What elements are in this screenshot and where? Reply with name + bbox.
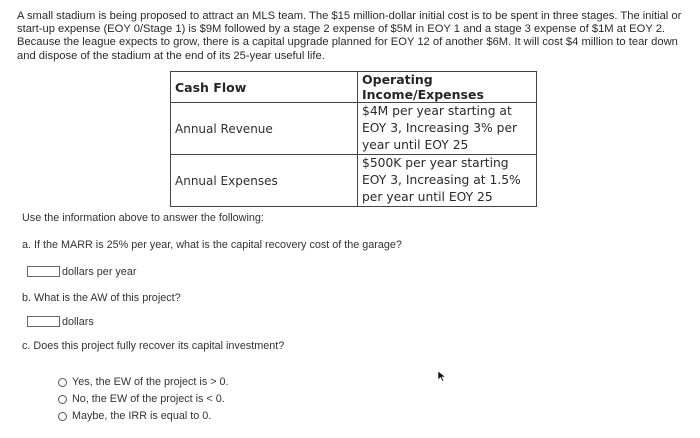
answer-a-row <box>27 265 136 278</box>
header-operating-income: Operating Income/Expenses <box>358 72 537 103</box>
radio-button[interactable] <box>58 395 67 404</box>
row-label-annual-revenue: Annual Revenue <box>171 103 358 155</box>
radio-button[interactable] <box>58 378 67 387</box>
answer-b-row <box>27 315 94 328</box>
instructions: Use the information above to answer the following: <box>22 212 264 224</box>
header-cash-flow: Cash Flow <box>171 72 358 103</box>
answer-b-input[interactable] <box>27 316 60 327</box>
option-label: No, the EW of the project is < 0. <box>72 393 225 405</box>
row-label-annual-expenses: Annual Expenses <box>171 155 358 207</box>
radio-button[interactable] <box>58 412 67 421</box>
option-label: Yes, the EW of the project is > 0. <box>72 376 229 388</box>
option-maybe[interactable] <box>58 410 211 422</box>
cash-flow-table <box>170 71 537 207</box>
option-yes[interactable] <box>58 376 229 388</box>
answer-a-input[interactable] <box>27 266 60 277</box>
option-label: Maybe, the IRR is equal to 0. <box>72 410 212 422</box>
row-value-annual-revenue: $4M per year starting at EOY 3, Increasing 3% per year until EOY 25 <box>358 103 537 155</box>
question-c: c. Does this project fully recover its capital investment? <box>22 340 285 352</box>
answer-b-unit: dollars <box>62 315 94 328</box>
row-value-annual-expenses: $500K per year starting EOY 3, Increasing at 1.5% per year until EOY 25 <box>358 155 537 207</box>
table-header-row <box>171 72 537 103</box>
answer-a-unit: dollars per year <box>62 265 137 278</box>
question-b: b. What is the AW of this project? <box>22 292 181 304</box>
table-row <box>171 103 537 155</box>
mouse-pointer-icon <box>437 370 447 382</box>
question-a: a. If the MARR is 25% per year, what is the capital recovery cost of the garage? <box>22 239 402 251</box>
option-no[interactable] <box>58 393 225 405</box>
table-row <box>171 155 537 207</box>
problem-statement: A small stadium is being proposed to attract an MLS team. The $15 million-dollar initial cost is to be spent in three stages. The initial or start-up expense (EOY 0/Stage 1) is $9M followed by a stage 2 expense of $5M in EOY 1 and a stage 3 expense of $1M at EOY 2. Because the league expects to grow, there is a capital upgrade planned for EOY 12 of another $6M. It will cost $4 million to tear down and dispose of the stadium at the end of its 25-year useful life. <box>17 10 682 62</box>
